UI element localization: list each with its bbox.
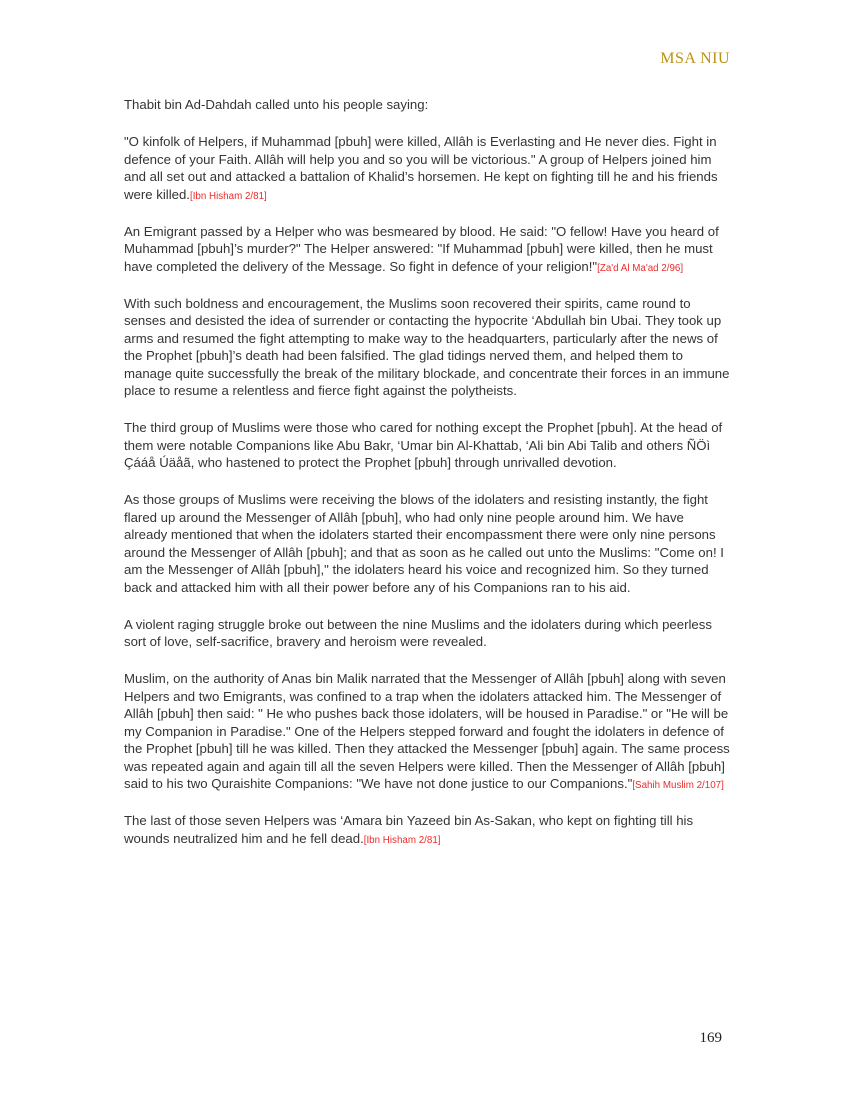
citation-reference: [Sahih Muslim 2/107] [632,780,724,791]
paragraph-text: The last of those seven Helpers was ‘Amara bin Yazeed bin As-Sakan, who kept on fighting till his wounds neutralized him and he fell dead. [124,813,694,846]
paragraph [124,223,730,278]
page-number: 169 [699,1030,722,1046]
document-body [124,96,730,867]
paragraph-text: As those groups of Muslims were receiving the blows of the idolaters and resisting instantly, the fight flared up around the Messenger of Allâh [pbuh], who had only nine people around him. We have already mentioned that when the idolaters started their encompassment there were only nine persons around the Messenger of Allâh [pbuh]; and that as soon as he called out unto the Muslims: "Come on! I am the Messenger of Allâh [pbuh]," the idolaters heard his voice and recognized him. So they turned back and attacked him with all their power before any of his Companions ran to his aid. [124,492,724,595]
paragraph [124,295,730,402]
paragraph-text: Thabit bin Ad-Dahdah called unto his people saying: [124,97,429,112]
paragraph-text: "O kinfolk of Helpers, if Muhammad [pbuh] were killed, Allâh is Everlasting and He never dies. Fight in defence of your Faith. Allâh will help you and so you will be victorious." A group of Helpers joined him and all set out and attacked a battalion of Khalid’s horsemen. He kept on fighting till he and his friends were killed. [124,134,718,202]
paragraph-text: Muslim, on the authority of Anas bin Malik narrated that the Messenger of Allâh [pbuh] along with seven Helpers and two Emigrants, was confined to a trap when the idolaters attacked him. The Messenger of Allâh [pbuh] then said: " He who pushes back those idolaters, will be housed in Paradise." or "He will be my Companion in Paradise." One of the Helpers stepped forward and fought the idolaters in defence of the Prophet [pbuh] till he was killed. Then they attacked the Messenger [pbuh] again. The same process was repeated again and again till all the seven Helpers were killed. Then the Messenger of Allâh [pbuh] said to his two Quraishite Companions: "We have not done justice to our Companions." [124,671,730,791]
paragraph [124,491,730,598]
paragraph [124,419,730,474]
paragraph [124,670,730,795]
paragraph-text: The third group of Muslims were those who cared for nothing except the Prophet [pbuh]. At the head of them were notable Companions like Abu Bakr, ‘Umar bin Al-Khattab, ‘Ali bin Abi Talib and others ÑÖì Çááå Úäåã, who hastened to protect the Prophet [pbuh] through unrivalled devotion. [124,420,723,470]
citation-reference: [Za'd Al Ma'ad 2/96] [597,262,684,274]
paragraph-text: A violent raging struggle broke out between the nine Muslims and the idolaters during which peerless sort of love, self-sacrifice, bravery and heroism were revealed. [124,616,712,649]
paragraph-text: An Emigrant passed by a Helper who was besmeared by blood. He said: "O fellow! Have you heard of Muhammad [pbuh]’s murder?" The Helper answered: "If Muhammad [pbuh] were killed, then he must have completed the delivery of the Message. So fight in defence of your religion!" [124,223,719,274]
paragraph [124,812,730,849]
paragraph [124,96,730,116]
paragraph [124,616,730,653]
citation-reference: [Ibn Hisham 2/81] [363,834,441,846]
page-header-title: MSA NIU [660,50,730,67]
paragraph [124,133,730,205]
citation-reference: [Ibn Hisham 2/81] [189,190,267,202]
paragraph-text: With such boldness and encouragement, the Muslims soon recovered their spirits, came round to senses and desisted the idea of surrender or contacting the hypocrite ‘Abdullah bin Ubai. They took up arms and resumed the fight attempting to make way to the headquarters, particularly after the news of the Prophet [pbuh]’s death had been falsified. The glad tidings nerved them, and helped them to manage quite successfully the break of the military blockade, and concentrate their forces in an immune place to resume a relentless and fierce fight against the polytheists. [124,295,730,398]
